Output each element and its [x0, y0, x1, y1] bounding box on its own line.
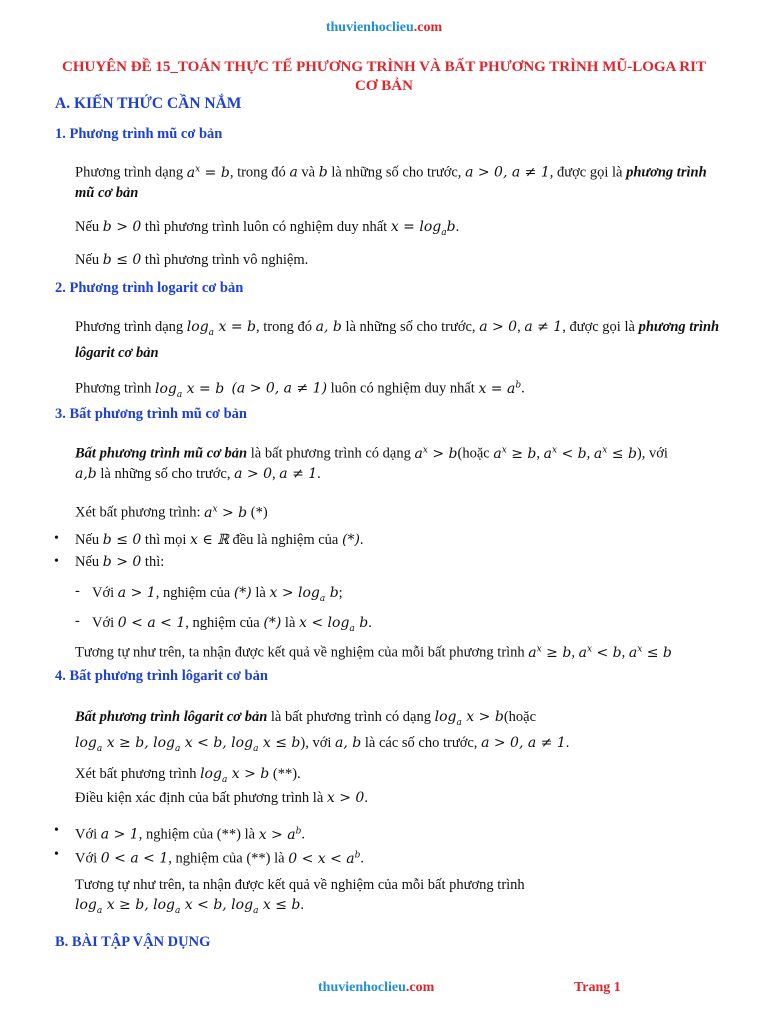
- s3-dash-2: Với 0 < a < 1, nghiệm của (*) là $x < \log_a b$.: [92, 615, 372, 634]
- math-log-eq: $\log_a x = b$: [154, 380, 225, 400]
- s3-heading: 3. Bất phương trình mũ cơ bản: [55, 406, 247, 422]
- s4-paragraph-2: Xét bất phương trình $\log_a x > b$ (**).: [75, 766, 301, 785]
- s1-paragraph-2: Nếu b > 0 thì phương trình luôn có nghiệm duy nhất $x = \log_ab$.: [75, 219, 460, 238]
- s4-paragraph-4: Tương tự như trên, ta nhận được kết quả về nghiệm của mỗi bất phương trình $\log_a x \ge b$, $\log_a x < b$, $\log_a x \le b$.: [75, 877, 525, 916]
- s4-heading: 4. Bất phương trình lôgarit cơ bản: [55, 668, 268, 684]
- bullet-icon: •: [54, 823, 59, 838]
- term: phương trình mũ cơ bản: [75, 164, 707, 201]
- math-log-solution: $x = \log_ab$: [390, 219, 456, 238]
- s2-heading: 2. Phương trình logarit cơ bản: [55, 280, 244, 296]
- s1-paragraph-3: Nếu b ≤ 0 thì phương trình vô nghiệm.: [75, 252, 309, 268]
- math-log-eq: $\log_a x = b$: [186, 319, 256, 338]
- s4-paragraph-1: Bất phương trình lôgarit cơ bản là bất phương trình có dạng $\log_a x$ > b(hoặc $\log_a x \ge b$, $\log_a x < b$, $\log_a x \le b$), với a, b là các số cho trước, a > 0, a ≠ 1.: [75, 709, 570, 754]
- s3-dash-1: Với a > 1, nghiệm của (*) là $x > \log_a b$;: [92, 585, 343, 604]
- s3-paragraph-2: Xét bất phương trình: $a^x > b$ (*): [75, 504, 268, 521]
- s3-paragraph-3: Tương tự như trên, ta nhận được kết quả về nghiệm của mỗi bất phương trình $a^x \ge b$, $a^x < b$, $a^x \le b$: [75, 644, 672, 661]
- section-b-heading: B. BÀI TẬP VẬN DỤNG: [55, 934, 211, 950]
- page-number: Trang 1: [574, 980, 621, 995]
- s1-paragraph-1: Phương trình dạng $a^x = b$, trong đó a và b là những số cho trước, a > 0, a ≠ 1, được gọi là phương trình mũ cơ bản: [75, 164, 707, 201]
- s3-bullet-2: Nếu b > 0 thì:: [75, 554, 165, 570]
- footer-site-link[interactable]: thuvienhoclieu.com: [318, 980, 435, 995]
- math-ax-eq-b: $a^x = b$: [186, 164, 230, 181]
- bullet-icon: •: [54, 847, 59, 862]
- bullet-icon: •: [54, 531, 59, 546]
- header-site-link[interactable]: [0, 20, 768, 36]
- site-name: thuvienhoclieu: [325, 20, 414, 35]
- bullet-icon: •: [54, 554, 59, 569]
- s4-bullet-1: Với a > 1, nghiệm của (**) là $x > a^b$.: [75, 826, 305, 843]
- s4-paragraph-3: Điều kiện xác định của bất phương trình là x > 0.: [75, 790, 368, 806]
- s3-bullet-1: Nếu b ≤ 0 thì mọi x ∈ ℝ đều là nghiệm của (*).: [75, 532, 364, 548]
- section-a-heading: A. KIẾN THỨC CẦN NẮM: [55, 95, 242, 112]
- dash-icon: -: [75, 613, 80, 629]
- s3-paragraph-1: Bất phương trình mũ cơ bản là bất phương trình có dạng $a^x$ > b(hoặc $a^x \ge b$, $a^x < b$, $a^x \le b$), với a,b là những số cho trước, a > 0, a ≠ 1.: [75, 445, 668, 482]
- s2-paragraph-2: Phương trình $\log_a x = b$ (a > 0, a ≠ 1) luôn có nghiệm duy nhất $x = a^b$.: [75, 380, 525, 400]
- s2-paragraph-1: Phương trình dạng $\log_a x = b$, trong đó a, b là những số cho trước, a > 0, a ≠ 1, được gọi là phương trình lôgarit cơ bản: [75, 319, 720, 361]
- dash-icon: -: [75, 583, 80, 599]
- math-x-eq-ab: $x = a^b$: [478, 380, 522, 397]
- site-tld: .com: [413, 20, 443, 35]
- s1-heading: 1. Phương trình mũ cơ bản: [55, 126, 223, 142]
- document-title: CHUYÊN ĐỀ 15_TOÁN THỰC TẾ PHƯƠNG TRÌNH VÀ BẤT PHƯƠNG TRÌNH MŨ-LOGA RIT CƠ BẢN: [62, 59, 706, 94]
- s4-bullet-2: Với 0 < a < 1, nghiệm của (**) là $0 < x < a^b$.: [75, 850, 365, 867]
